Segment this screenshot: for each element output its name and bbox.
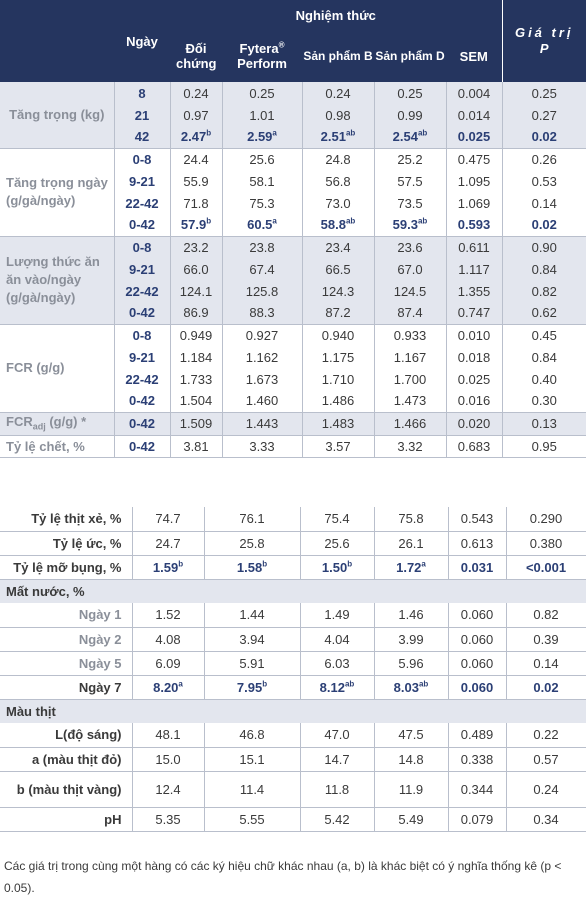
value-cell: 8.12$^{ab}$ <box>300 675 374 699</box>
value-cell: 0.933 <box>374 324 446 346</box>
value-cell: 6.09 <box>132 651 204 675</box>
row-label: Ngày 1 <box>0 603 132 627</box>
value-cell: 0.24 <box>170 82 222 104</box>
value-cell: 47.0 <box>300 723 374 747</box>
value-cell: 56.8 <box>302 170 374 192</box>
value-cell: 0.949 <box>170 324 222 346</box>
value-cell: 1.733 <box>170 368 222 390</box>
value-cell: 0.82 <box>502 280 586 302</box>
value-cell: 0.344 <box>448 771 506 807</box>
value-cell: 25.6 <box>300 531 374 555</box>
value-cell: 23.2 <box>170 236 222 258</box>
day-cell: 0-42 <box>114 390 170 412</box>
day-cell: 0-42 <box>114 436 170 458</box>
value-cell: 0.940 <box>302 324 374 346</box>
value-cell: 0.14 <box>502 192 586 214</box>
row-group-label: Tăng trọng (kg) <box>0 82 114 148</box>
value-cell: 67.0 <box>374 258 446 280</box>
value-cell: 25.6 <box>222 148 302 170</box>
value-cell: 0.031 <box>448 555 506 579</box>
row-label: L(độ sáng) <box>0 723 132 747</box>
value-cell: 66.0 <box>170 258 222 280</box>
value-cell: 0.82 <box>506 603 586 627</box>
value-cell: 0.060 <box>448 627 506 651</box>
value-cell: 14.8 <box>374 747 448 771</box>
table-row <box>0 555 586 579</box>
value-cell: 2.54$^{ab}$ <box>374 126 446 148</box>
row-label: a (màu thịt đỏ) <box>0 747 132 771</box>
value-cell: 0.025 <box>446 126 502 148</box>
value-cell: 1.01 <box>222 104 302 126</box>
value-cell: 1.355 <box>446 280 502 302</box>
value-cell: 0.338 <box>448 747 506 771</box>
value-cell: 12.4 <box>132 771 204 807</box>
value-cell: 86.9 <box>170 302 222 324</box>
value-cell: 73.5 <box>374 192 446 214</box>
value-cell: 8.03$^{ab}$ <box>374 675 448 699</box>
value-cell: 1.52 <box>132 603 204 627</box>
value-cell: 48.1 <box>132 723 204 747</box>
day-cell: 21 <box>114 104 170 126</box>
value-cell: 1.162 <box>222 346 302 368</box>
value-cell: 0.97 <box>170 104 222 126</box>
day-cell: 8 <box>114 82 170 104</box>
value-cell: 124.5 <box>374 280 446 302</box>
value-cell: 0.02 <box>506 675 586 699</box>
value-cell: 55.9 <box>170 170 222 192</box>
value-cell: 8.20$^a$ <box>132 675 204 699</box>
value-cell: 0.025 <box>446 368 502 390</box>
day-cell: 9-21 <box>114 346 170 368</box>
value-cell: 2.47$^b$ <box>170 126 222 148</box>
value-cell: 0.25 <box>374 82 446 104</box>
value-cell: 1.167 <box>374 346 446 368</box>
value-cell: 0.84 <box>502 258 586 280</box>
value-cell: 0.39 <box>506 627 586 651</box>
value-cell: 1.58$^b$ <box>204 555 300 579</box>
day-cell: 42 <box>114 126 170 148</box>
value-cell: 3.57 <box>302 436 374 458</box>
value-cell: 0.683 <box>446 436 502 458</box>
value-cell: 11.9 <box>374 771 448 807</box>
value-cell: 88.3 <box>222 302 302 324</box>
day-cell: 0-42 <box>114 214 170 236</box>
carcass-quality-table <box>0 507 586 832</box>
value-cell: 75.8 <box>374 507 448 531</box>
value-cell: 60.5$^a$ <box>222 214 302 236</box>
value-cell: 0.02 <box>502 214 586 236</box>
value-cell: 1.509 <box>170 412 222 436</box>
value-cell: 0.98 <box>302 104 374 126</box>
header-fytera: Fytera® Perform <box>222 30 302 82</box>
value-cell: 1.460 <box>222 390 302 412</box>
value-cell: 15.0 <box>132 747 204 771</box>
row-label: Tỷ lệ thịt xẻ, % <box>0 507 132 531</box>
day-cell: 0-8 <box>114 236 170 258</box>
value-cell: 0.24 <box>302 82 374 104</box>
value-cell: 24.4 <box>170 148 222 170</box>
header-san-pham-b: Sản phẩm B <box>302 30 374 82</box>
table-row <box>0 723 586 747</box>
value-cell: 0.020 <box>446 412 502 436</box>
value-cell: 1.710 <box>302 368 374 390</box>
day-cell: 9-21 <box>114 258 170 280</box>
value-cell: 1.473 <box>374 390 446 412</box>
value-cell: 0.26 <box>502 148 586 170</box>
value-cell: 0.018 <box>446 346 502 368</box>
value-cell: 14.7 <box>300 747 374 771</box>
value-cell: 1.700 <box>374 368 446 390</box>
row-group-label: $FCR_{adj}$ (g/g) * <box>0 412 114 436</box>
value-cell: 1.486 <box>302 390 374 412</box>
value-cell: 4.08 <box>132 627 204 651</box>
value-cell: 0.060 <box>448 603 506 627</box>
row-label: Ngày 7 <box>0 675 132 699</box>
row-group-label: Lượng thức ăn ăn vào/ngày (g/gà/ngày) <box>0 236 114 324</box>
value-cell: 125.8 <box>222 280 302 302</box>
value-cell: 25.2 <box>374 148 446 170</box>
value-cell: 5.42 <box>300 807 374 831</box>
value-cell: 24.8 <box>302 148 374 170</box>
value-cell: 3.81 <box>170 436 222 458</box>
value-cell: 76.1 <box>204 507 300 531</box>
value-cell: 1.72$^a$ <box>374 555 448 579</box>
value-cell: 0.489 <box>448 723 506 747</box>
value-cell: 0.90 <box>502 236 586 258</box>
value-cell: 0.060 <box>448 651 506 675</box>
value-cell: 47.5 <box>374 723 448 747</box>
value-cell: 0.84 <box>502 346 586 368</box>
value-cell: 75.3 <box>222 192 302 214</box>
value-cell: 23.6 <box>374 236 446 258</box>
footnote: Các giá trị trong cùng một hàng có các ký hiệu chữ khác nhau (a, b) là khác biệt có ý nghĩa thống kê (p < 0.05). <box>4 859 562 895</box>
row-label: Ngày 5 <box>0 651 132 675</box>
value-cell: 66.5 <box>302 258 374 280</box>
header-nghiem-thuc: Nghiệm thức <box>170 0 502 30</box>
value-cell: 0.593 <box>446 214 502 236</box>
table-row <box>0 148 586 170</box>
value-cell: 0.25 <box>502 82 586 104</box>
row-label: pH <box>0 807 132 831</box>
value-cell: 0.13 <box>502 412 586 436</box>
value-cell: 1.184 <box>170 346 222 368</box>
row-label: Ngày 2 <box>0 627 132 651</box>
value-cell: 1.466 <box>374 412 446 436</box>
value-cell: 3.33 <box>222 436 302 458</box>
row-group-label: Tăng trọng ngày (g/gà/ngày) <box>0 148 114 236</box>
value-cell: 5.96 <box>374 651 448 675</box>
table-row <box>0 507 586 531</box>
value-cell: 1.117 <box>446 258 502 280</box>
value-cell: 0.53 <box>502 170 586 192</box>
value-cell: 7.95$^b$ <box>204 675 300 699</box>
header-san-pham-d: Sản phẩm D <box>374 30 446 82</box>
value-cell: 57.5 <box>374 170 446 192</box>
value-cell: 67.4 <box>222 258 302 280</box>
value-cell: 0.14 <box>506 651 586 675</box>
value-cell: 87.2 <box>302 302 374 324</box>
value-cell: 124.1 <box>170 280 222 302</box>
value-cell: 24.7 <box>132 531 204 555</box>
value-cell: 71.8 <box>170 192 222 214</box>
value-cell: 0.014 <box>446 104 502 126</box>
value-cell: 0.30 <box>502 390 586 412</box>
value-cell: 0.747 <box>446 302 502 324</box>
header-doi-chung: Đối chứng <box>170 30 222 82</box>
row-group-label: FCR (g/g) <box>0 324 114 412</box>
row-label: Tỷ lệ mỡ bụng, % <box>0 555 132 579</box>
value-cell: 0.927 <box>222 324 302 346</box>
header-ngay: Ngày <box>114 0 170 82</box>
row-group-label: Tỷ lệ chết, % <box>0 436 114 458</box>
value-cell: 11.8 <box>300 771 374 807</box>
value-cell: 26.1 <box>374 531 448 555</box>
value-cell: 0.475 <box>446 148 502 170</box>
value-cell: 25.8 <box>204 531 300 555</box>
value-cell: 75.4 <box>300 507 374 531</box>
value-cell: 11.4 <box>204 771 300 807</box>
header-sem: SEM <box>446 30 502 82</box>
value-cell: 0.02 <box>502 126 586 148</box>
header-p-label: P <box>539 41 549 56</box>
row-label: b (màu thịt vàng) <box>0 771 132 807</box>
value-cell: 87.4 <box>374 302 446 324</box>
table-row <box>0 82 586 104</box>
value-cell: 1.095 <box>446 170 502 192</box>
day-cell: 0-8 <box>114 324 170 346</box>
value-cell: 0.016 <box>446 390 502 412</box>
table-row <box>0 651 586 675</box>
table-row <box>0 771 586 807</box>
section-title: Màu thịt <box>0 699 586 723</box>
value-cell: 124.3 <box>302 280 374 302</box>
value-cell: 59.3$^{ab}$ <box>374 214 446 236</box>
value-cell: 0.290 <box>506 507 586 531</box>
value-cell: 74.7 <box>132 507 204 531</box>
value-cell: 1.46 <box>374 603 448 627</box>
value-cell: 0.543 <box>448 507 506 531</box>
value-cell: 0.079 <box>448 807 506 831</box>
value-cell: 23.8 <box>222 236 302 258</box>
value-cell: 0.004 <box>446 82 502 104</box>
value-cell: 6.03 <box>300 651 374 675</box>
value-cell: 0.57 <box>506 747 586 771</box>
value-cell: 0.613 <box>448 531 506 555</box>
value-cell: 1.49 <box>300 603 374 627</box>
value-cell: 0.24 <box>506 771 586 807</box>
value-cell: 0.34 <box>506 807 586 831</box>
value-cell: 15.1 <box>204 747 300 771</box>
value-cell: 1.50$^b$ <box>300 555 374 579</box>
value-cell: 23.4 <box>302 236 374 258</box>
value-cell: 5.35 <box>132 807 204 831</box>
table-row <box>0 436 586 458</box>
section-header-row <box>0 699 586 723</box>
value-cell: 1.504 <box>170 390 222 412</box>
value-cell: 0.27 <box>502 104 586 126</box>
value-cell: 1.443 <box>222 412 302 436</box>
value-cell: 0.380 <box>506 531 586 555</box>
table-row <box>0 603 586 627</box>
value-cell: 2.51$^{ab}$ <box>302 126 374 148</box>
value-cell: 1.59$^b$ <box>132 555 204 579</box>
value-cell: 0.060 <box>448 675 506 699</box>
value-cell: 5.49 <box>374 807 448 831</box>
value-cell: 5.91 <box>204 651 300 675</box>
value-cell: 3.32 <box>374 436 446 458</box>
row-label: Tỷ lệ ức, % <box>0 531 132 555</box>
value-cell: 46.8 <box>204 723 300 747</box>
value-cell: 3.99 <box>374 627 448 651</box>
value-cell: 0.22 <box>506 723 586 747</box>
value-cell: 5.55 <box>204 807 300 831</box>
value-cell: 1.175 <box>302 346 374 368</box>
value-cell: 0.40 <box>502 368 586 390</box>
value-cell: 58.8$^{ab}$ <box>302 214 374 236</box>
table-row <box>0 324 586 346</box>
value-cell: 58.1 <box>222 170 302 192</box>
day-cell: 9-21 <box>114 170 170 192</box>
table-row <box>0 807 586 831</box>
section-header-row <box>0 579 586 603</box>
table-row <box>0 412 586 436</box>
value-cell: 0.611 <box>446 236 502 258</box>
day-cell: 22-42 <box>114 192 170 214</box>
value-cell: <0.001 <box>506 555 586 579</box>
header-blank <box>0 0 114 82</box>
value-cell: 0.99 <box>374 104 446 126</box>
header-gia-tri-label: Giá trị <box>514 25 574 40</box>
value-cell: 0.010 <box>446 324 502 346</box>
table-row <box>0 747 586 771</box>
day-cell: 22-42 <box>114 280 170 302</box>
day-cell: 0-8 <box>114 148 170 170</box>
day-cell: 0-42 <box>114 412 170 436</box>
value-cell: 1.069 <box>446 192 502 214</box>
day-cell: 0-42 <box>114 302 170 324</box>
value-cell: 4.04 <box>300 627 374 651</box>
value-cell: 3.94 <box>204 627 300 651</box>
table-row <box>0 531 586 555</box>
value-cell: 2.59$^a$ <box>222 126 302 148</box>
table-row <box>0 675 586 699</box>
value-cell: 0.25 <box>222 82 302 104</box>
value-cell: 1.673 <box>222 368 302 390</box>
value-cell: 1.44 <box>204 603 300 627</box>
value-cell: 0.62 <box>502 302 586 324</box>
day-cell: 22-42 <box>114 368 170 390</box>
section-title: Mất nước, % <box>0 579 586 603</box>
value-cell: 57.9$^b$ <box>170 214 222 236</box>
value-cell: 1.483 <box>302 412 374 436</box>
table-row <box>0 627 586 651</box>
table-row <box>0 236 586 258</box>
value-cell: 0.45 <box>502 324 586 346</box>
value-cell: 0.95 <box>502 436 586 458</box>
value-cell: 73.0 <box>302 192 374 214</box>
header-gia-tri-p <box>502 0 586 82</box>
